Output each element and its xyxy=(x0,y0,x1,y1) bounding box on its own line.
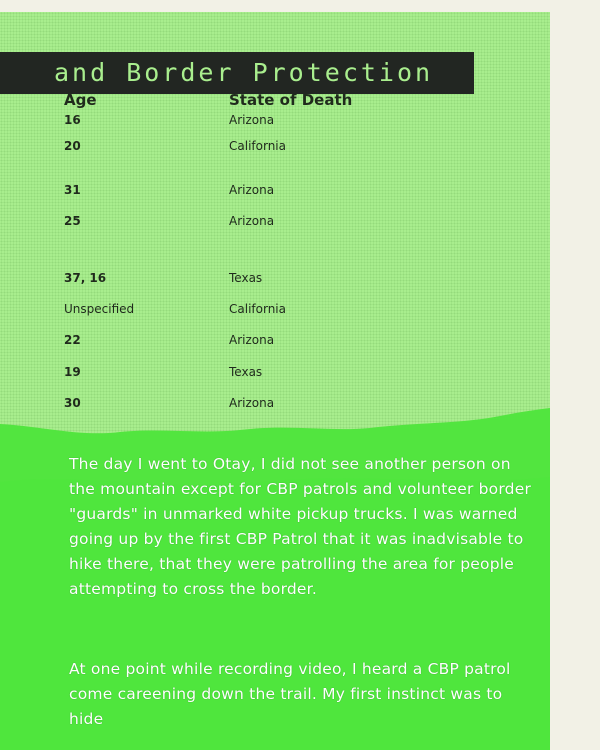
table-cell-age: Unspecified xyxy=(64,302,135,316)
table-cell-age: 31 xyxy=(64,183,81,197)
page xyxy=(0,12,550,750)
table-cell-age: 37, 16 xyxy=(64,271,107,285)
table-cell-state: Arizona xyxy=(229,214,275,228)
table-cell-state: California xyxy=(229,139,286,153)
column-header-state: State of Death xyxy=(229,91,353,109)
table-cell-state: Arizona xyxy=(229,333,275,347)
body-paragraph: The day I went to Otay, I did not see another person on the mountain except for CBP patrols and volunteer border "guards" in unmarked white pickup trucks. I was warned going up by the first CBP Patrol that it was inadvisable to hike there, that they were patrolling the area for people attempting to cross the border. xyxy=(69,455,532,598)
table-cell-age: 16 xyxy=(64,113,81,127)
table-cell-state: California xyxy=(229,302,286,316)
section-title: and Border Protection xyxy=(54,58,434,87)
table-cell-age: 22 xyxy=(64,333,81,347)
table-cell-state: Arizona xyxy=(229,396,275,410)
table-cell-state: Texas xyxy=(229,365,263,379)
table-cell-age: 25 xyxy=(64,214,81,228)
table-cell-state: Arizona xyxy=(229,113,275,127)
table-cell-age: 30 xyxy=(64,396,81,410)
table-cell-state: Texas xyxy=(229,271,263,285)
table-cell-state: Arizona xyxy=(229,183,275,197)
section-title-bar xyxy=(0,52,474,94)
body-paragraph: At one point while recording video, I heard a CBP patrol come careening down the trail. My first instinct was to hide xyxy=(69,660,511,728)
table-cell-age: 20 xyxy=(64,139,81,153)
column-header-age: Age xyxy=(64,91,97,109)
table-cell-age: 19 xyxy=(64,365,81,379)
green-wash-background xyxy=(0,12,550,750)
